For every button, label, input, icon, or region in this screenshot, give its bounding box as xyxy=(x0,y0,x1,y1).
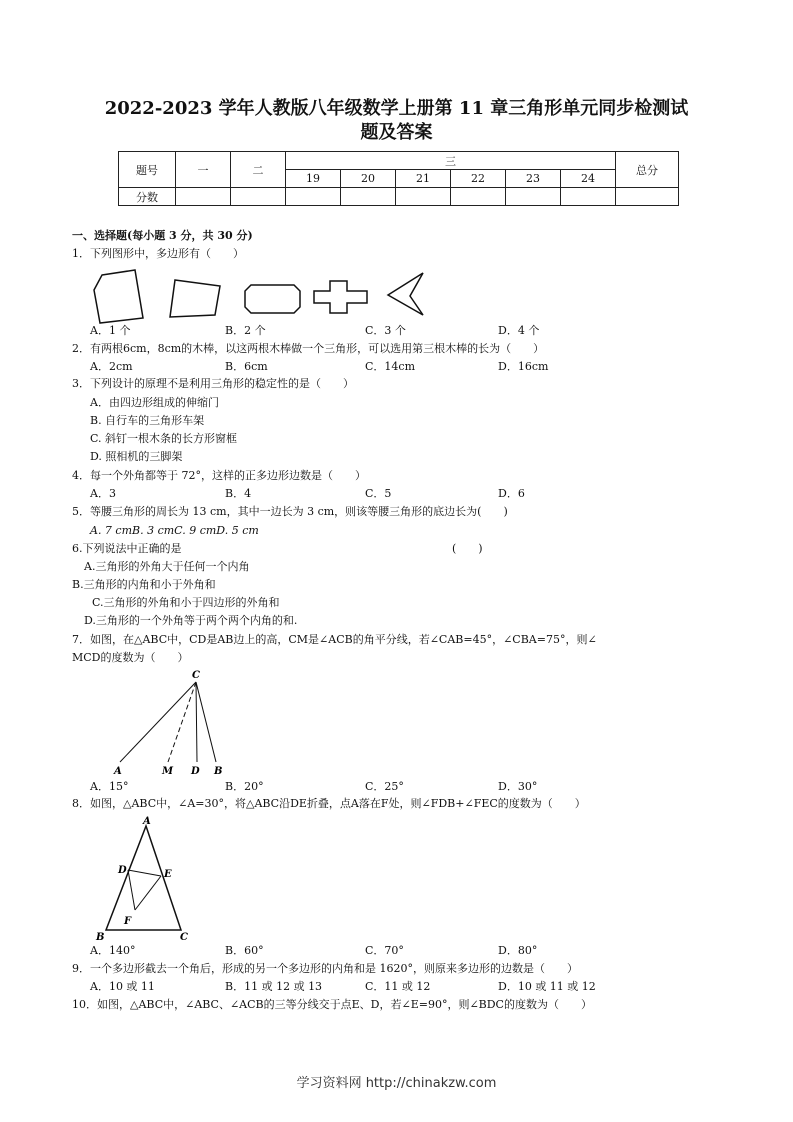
q7-option-b: B．20° xyxy=(225,780,264,793)
question-6-paren: ( ) xyxy=(452,542,483,555)
table-head-label: 题号 xyxy=(119,152,176,188)
q8-label-b: B xyxy=(96,932,105,943)
question-10-stem: 10．如图，△ABC中，∠ABC、∠ACB的三等分线交于点E、D，若∠E=90°，则∠BDC的度数为（ ） xyxy=(72,998,592,1011)
q6-option-d: D.三角形的一个外角等于两个两个内角的和. xyxy=(84,614,298,627)
q7-label-c: C xyxy=(192,670,200,681)
q2-option-c: C．14cm xyxy=(365,360,416,373)
q8-label-f: F xyxy=(124,916,132,927)
table-subcol: 22 xyxy=(451,170,506,188)
q6-option-a: A.三角形的外角大于任何一个内角 xyxy=(84,560,250,573)
q6-option-c: C.三角形的外角和小于四边形的外角和 xyxy=(92,596,280,609)
q1-option-a: A．1 个 xyxy=(90,324,131,337)
question-5-stem: 5．等腰三角形的周长为 13 cm，其中一边长为 3 cm，则该等腰三角形的底边长为( ) xyxy=(72,505,508,518)
q8-label-e: E xyxy=(164,869,172,880)
table-total: 总分 xyxy=(616,152,679,188)
q9-option-d: D．10 或 11 或 12 xyxy=(498,980,596,993)
q3-option-d: D. 照相机的三脚架 xyxy=(90,450,183,463)
table-subcol: 20 xyxy=(341,170,396,188)
question-8-stem: 8．如图，△ABC中，∠A=30°，将△ABC沿DE折叠，点A落在F处，则∠FDB+∠FEC的度数为（ ） xyxy=(72,797,586,810)
page-footer: 学习资料网 http://chinakzw.com xyxy=(296,1076,497,1091)
q7-option-a: A．15° xyxy=(90,780,129,793)
q7-label-a: A xyxy=(114,766,122,777)
section-heading: 一、选择题(每小题 3 分，共 30 分) xyxy=(72,229,253,242)
q8-label-a: A xyxy=(143,816,151,827)
q3-option-c: C. 斜钉一根木条的长方形窗框 xyxy=(90,432,238,445)
q4-option-a: A．3 xyxy=(90,487,116,500)
q1-option-c: C．3 个 xyxy=(365,324,406,337)
q8-option-c: C．70° xyxy=(365,944,404,957)
table-subcol: 23 xyxy=(506,170,561,188)
q7-label-d: D xyxy=(191,766,200,777)
q2-option-a: A．2cm xyxy=(90,360,133,373)
q1-option-b: B．2 个 xyxy=(225,324,266,337)
q4-option-b: B．4 xyxy=(225,487,252,500)
table-col-3: 三 xyxy=(286,152,616,170)
q3-option-b: B. 自行车的三角形车架 xyxy=(90,414,205,427)
q8-label-c: C xyxy=(180,932,188,943)
table-col-1: 一 xyxy=(176,152,231,188)
question-9-stem: 9．一个多边形截去一个角后，形成的另一个多边形的内角和是 1620°，则原来多边形的边数是（ ） xyxy=(72,962,578,975)
question-6-stem: 6.下列说法中正确的是 xyxy=(72,542,182,555)
q7-option-c: C．25° xyxy=(365,780,404,793)
q4-option-c: C．5 xyxy=(365,487,392,500)
table-subcol: 21 xyxy=(396,170,451,188)
table-subcol: 24 xyxy=(561,170,616,188)
q7-label-m: M xyxy=(162,766,174,777)
q3-option-a: A．由四边形组成的伸缩门 xyxy=(90,396,219,409)
q1-option-d: D．4 个 xyxy=(498,324,540,337)
q8-option-b: B．60° xyxy=(225,944,264,957)
q8-option-d: D．80° xyxy=(498,944,538,957)
doc-title-line1: 2022-2023 学年人教版八年级数学上册第 11 章三角形单元同步检测试 xyxy=(104,98,689,119)
q8-option-a: A．140° xyxy=(90,944,136,957)
table-score-label: 分数 xyxy=(119,188,176,206)
question-3-stem: 3．下列设计的原理不是利用三角形的稳定性的是（ ） xyxy=(72,377,354,390)
q9-option-c: C．11 或 12 xyxy=(365,980,431,993)
question-2-stem: 2．有两根6cm，8cm的木棒，以这两根木棒做一个三角形，可以选用第三根木棒的长为（ ） xyxy=(72,342,545,355)
q2-option-b: B．6cm xyxy=(225,360,268,373)
question-7-stem-1: 7．如图，在△ABC中，CD是AB边上的高，CM是∠ACB的角平分线，若∠CAB=45°，∠CBA=75°，则∠ xyxy=(72,633,597,646)
q5-options: A. 7 cmB. 3 cmC. 9 cmD. 5 cm xyxy=(90,524,259,537)
q7-option-d: D．30° xyxy=(498,780,538,793)
q7-label-b: B xyxy=(214,766,223,777)
doc-title-line2: 题及答案 xyxy=(360,122,433,143)
q8-label-d: D xyxy=(118,865,127,876)
question-4-stem: 4．每一个外角都等于 72°，这样的正多边形边数是（ ） xyxy=(72,469,366,482)
table-col-2: 二 xyxy=(231,152,286,188)
q9-option-a: A．10 或 11 xyxy=(90,980,155,993)
q9-option-b: B．11 或 12 或 13 xyxy=(225,980,323,993)
table-subcol: 19 xyxy=(286,170,341,188)
q2-option-d: D．16cm xyxy=(498,360,549,373)
q4-option-d: D．6 xyxy=(498,487,525,500)
question-1-stem: 1．下列图形中，多边形有（ ） xyxy=(72,247,244,260)
q6-option-b: B.三角形的内角和小于外角和 xyxy=(72,578,216,591)
question-7-stem-2: MCD的度数为（ ） xyxy=(72,651,189,664)
